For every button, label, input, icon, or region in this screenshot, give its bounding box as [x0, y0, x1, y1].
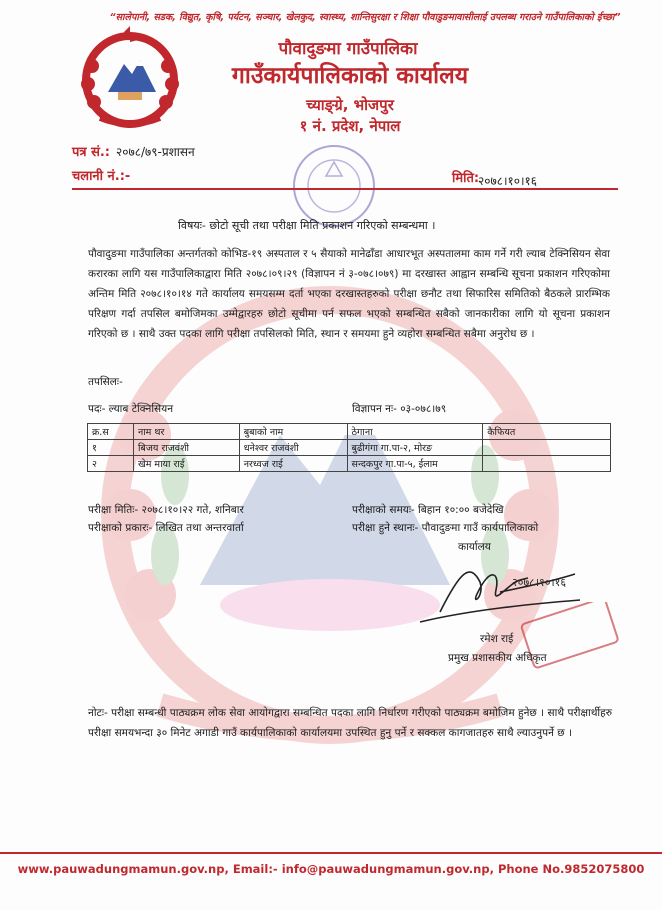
letter-subject: विषयः- छोटो सूची तथा परीक्षा मिति प्रकाशन गरिएको सम्बन्धमा ।: [178, 219, 436, 232]
motto-text: “सालेपानी, सडक, विद्युत, कृषि, पर्यटन, सञ्चार, खेलकुद, स्वास्थ्य, शान्तिसुरक्षा र शिक्षा पौवाडुङमावासीलाई उपलब्ध गराउने गाउँपालिकाको ईच्छा”: [109, 12, 621, 23]
table-cell: धनेश्वर राजवंशी: [239, 440, 347, 456]
exam-type: परीक्षाको प्रकारः- लिखित तथा अन्तरवार्ता: [88, 522, 244, 534]
details-label: तपसिलः-: [88, 376, 123, 388]
footer-contact: www.pauwadungmamun.gov.np, Email:- info@pauwadungmamun.gov.np, Phone No.9852075800: [17, 862, 645, 876]
municipality-name: पौवादुङमा गाउँपालिका: [278, 39, 418, 59]
exam-time: परीक्षाको समयः- बिहान १०:०० बजेदेखि: [352, 504, 504, 516]
table-cell: [483, 440, 611, 456]
table-cell: खेम माया राई: [133, 456, 239, 472]
dispatch-number-label: चलानी नं.:-: [72, 169, 131, 184]
table-row: [88, 440, 611, 456]
table-header-cell: बुबाको नाम: [239, 424, 347, 440]
address-line-1: च्याङ्ग्रे, भोजपुर: [306, 96, 394, 114]
exam-place: परीक्षा हुने स्थानः- पौवादुङमा गाउँ कार्यपालिकाको: [352, 522, 539, 534]
exam-date: परीक्षा मितिः- २०७८।१०।२२ गते, शनिबार: [88, 504, 244, 516]
notice-note: नोटः- परीक्षा सम्बन्धी पाठ्यक्रम लोक सेवा आयोगद्वारा सम्बन्धित पदका लागि निर्धारण गरीएको पाठ्यक्रम बमोजिम हुनेछ । साथै परीक्षार्थीहरु परीक्षा समयभन्दा ३० मिनेट अगाडी गाउँ कार्यपालिकाको कार्यालयमा उपस्थित हुनु पर्ने र सक्कल कागजातहरु साथै ल्याउनुपर्ने छ ।: [88, 707, 612, 739]
candidate-table: [87, 423, 611, 472]
exam-place-continued: कार्यालय: [458, 541, 491, 553]
signatory-name: रमेश राई: [480, 633, 514, 645]
signatory-title: प्रमुख प्रशासकीय अधिकृत: [448, 652, 547, 664]
table-cell: नरध्वज राई: [239, 456, 347, 472]
letter-body: पौवादुङमा गाउँपालिका अन्तर्गतको कोभिड-१९ अस्पताल र ५ सैयाको मानेढाँडा आधारभूत अस्पतालमा काम गर्ने गरी ल्याब टेक्निसियन सेवा करारका लागि यस गाउँपालिकाद्वारा मिति २०७८।०९।२९ (विज्ञापन नं ३-०७८।०७९) मा दरखास्त आह्वान सम्बन्धि सूचना प्रकाशन गरिएकोमा अन्तिम मिति २०७८।१०।१४ गते कार्यालय समयसम्म दर्ता भएका दरखास्तहरुको परीक्षा छनौट तथा सिफारिस समितिको बैठकले प्रारम्भिक परिक्षण गर्दा तपसिल बमोजिमका उम्मेद्वारहरु छोटो सूचीमा पर्न सफल भएको सम्बन्धित सबैको जानकारीका लागि यो सूचना प्रकाशन गरिएको छ । साथै उक्त पदका लागि परीक्षा तपसिलको मिति, स्थान र समयमा हुने व्यहोरा सम्बन्धित सबैमा अनुरोध छ ।: [88, 248, 610, 340]
table-header-cell: क्र.स: [88, 424, 134, 440]
table-header-cell: कैफियत: [483, 424, 611, 440]
table-cell: १: [88, 440, 134, 456]
table-header-cell: नाम थर: [133, 424, 239, 440]
table-cell: २: [88, 456, 134, 472]
nepal-emblem-icon: [78, 26, 182, 130]
reference-number-label: पत्र सं.:: [72, 145, 111, 160]
header-divider: [72, 188, 618, 190]
footer-divider: [0, 852, 662, 854]
table-cell: सन्दकपुर गा.पा-५, ईलाम: [347, 456, 483, 472]
letter-date-value: २०७८।१०।१६: [478, 174, 538, 188]
svg-text:२०७८।१०।१६: २०७८।१०।१६: [512, 576, 567, 589]
table-header-cell: ठेगाना: [347, 424, 483, 440]
table-cell: [483, 456, 611, 472]
reference-number-value: २०७८/७९-प्रशासन: [116, 145, 195, 159]
address-line-2: १ नं. प्रदेश, नेपाल: [299, 117, 401, 135]
letter-date-label: मिति:: [452, 171, 480, 186]
table-header-row: [88, 424, 611, 440]
watermark-emblem-icon: [70, 285, 590, 755]
office-name: गाउँकार्यपालिकाको कार्यालय: [231, 63, 469, 89]
advertisement-number: विज्ञापन नः- ०३-०७८।७९: [352, 403, 447, 415]
table-cell: बुढीगंगा गा.पा-२, मोरङ: [347, 440, 483, 456]
post-name: पदः- ल्याब टेक्निसियन: [88, 403, 174, 415]
table-row: [88, 456, 611, 472]
table-cell: बिजय राजवंशी: [133, 440, 239, 456]
